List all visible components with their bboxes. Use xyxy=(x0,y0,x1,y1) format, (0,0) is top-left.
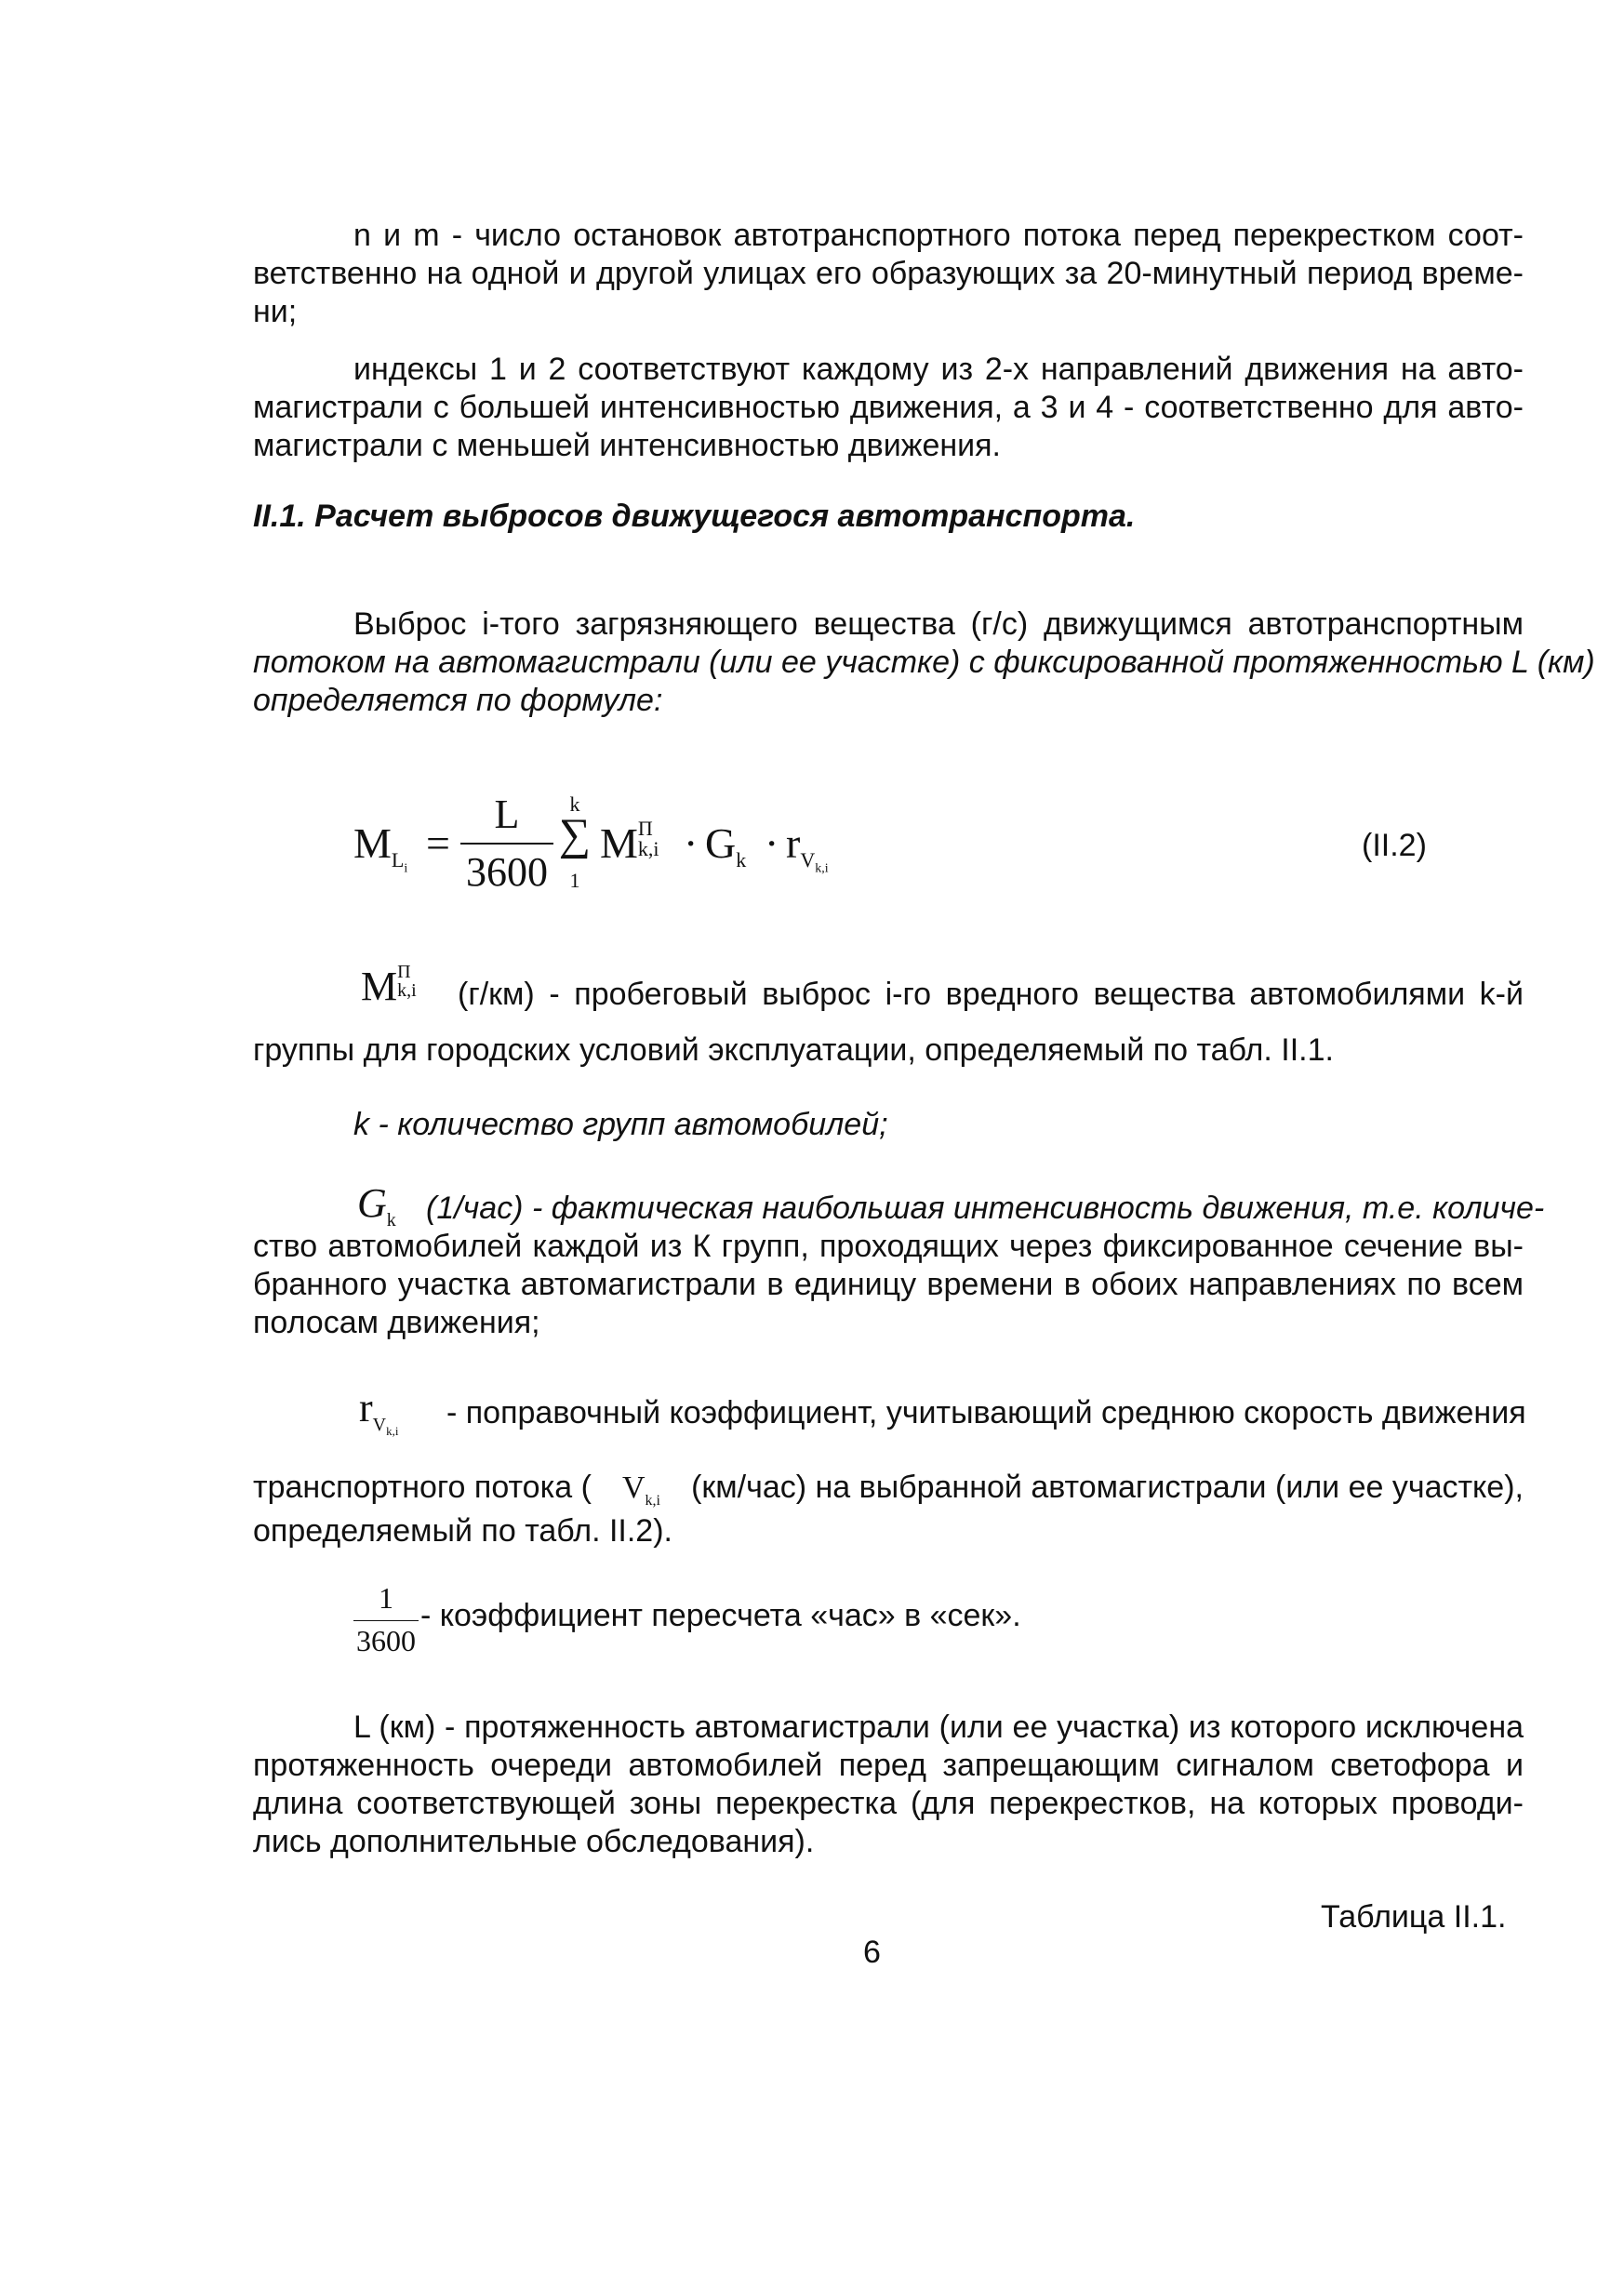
definition-m-line-1: (г/км) - пробеговый выброс i-го вредного вещества автомобилями k-й xyxy=(458,977,1524,1012)
definition-r-line-3: определяемый по табл. II.2). xyxy=(253,1513,672,1549)
formula-r-term: $r_{V_{k,i}}$ xyxy=(786,819,829,876)
definition-r-symbol: $r_{V_{k,i}}$ xyxy=(359,1385,399,1438)
definition-l-line-4: лись дополнительные обследования). xyxy=(253,1824,815,1859)
formula-sum-lower-limit: 1 xyxy=(569,869,580,892)
definition-g-line-2: ство автомобилей каждой из К групп, проходящих через фиксированное сечение вы- xyxy=(253,1229,1524,1264)
definition-m-symbol: M П k,i xyxy=(361,962,417,1009)
formula-sigma: ∑ xyxy=(558,810,592,859)
formula-fraction-denominator: 3600 xyxy=(466,849,548,895)
paragraph-3-line-1: Выброс i-того загрязняющего вещества (г/с) движущимся автотранспортным xyxy=(353,606,1524,642)
definition-g-line-1: (1/час) - фактическая наибольшая интенсивность движения, т.е. количе- xyxy=(426,1191,1545,1226)
definition-fraction-text: - коэффициент пересчета «час» в «сек». xyxy=(420,1598,1021,1633)
definition-fraction-bar xyxy=(353,1620,419,1621)
definition-r-line-2-start: транспортного потока ( xyxy=(253,1470,592,1505)
page-number: 6 xyxy=(863,1935,881,1970)
paragraph-1-line-2: ветственно на одной и другой улицах его образующих за 20-минутный период време- xyxy=(253,256,1524,291)
formula-number: (II.2) xyxy=(1362,828,1427,863)
formula-equals: = xyxy=(426,819,450,867)
paragraph-3-line-3: определяется по формуле: xyxy=(253,683,663,718)
paragraph-2-line-3: магистрали с меньшей интенсивностью движения. xyxy=(253,428,1001,463)
paragraph-1-line-1: n и m - число остановок автотранспортного потока перед перекрестком соот- xyxy=(353,218,1524,253)
definition-k: k - количество групп автомобилей; xyxy=(353,1107,888,1142)
definition-g-line-4: полосам движения; xyxy=(253,1305,540,1340)
paragraph-3-line-2: потоком на автомагистрали (или ее участке) с фиксированной протяженностью L (км) xyxy=(253,645,1595,680)
definition-r-speed-symbol: $V_{k,i}$ xyxy=(621,1470,660,1509)
table-caption: Таблица II.1. xyxy=(1321,1899,1507,1935)
formula-lhs: $M_{L_i}$ xyxy=(353,819,408,876)
formula-fraction-numerator: L xyxy=(494,792,520,837)
paragraph-2-line-2: магистрали с большей интенсивностью движения, а 3 и 4 - соответственно для авто- xyxy=(253,390,1524,425)
formula-dot-1: · xyxy=(684,819,699,867)
definition-l-line-3: длина соответствующей зоны перекрестка (для перекрестков, на которых проводи- xyxy=(253,1786,1524,1821)
definition-fraction-numerator: 1 xyxy=(379,1581,393,1615)
formula-g-term: $G_k$ xyxy=(705,819,747,872)
section-heading: II.1. Расчет выбросов движущегося автотранспорта. xyxy=(253,499,1136,534)
paragraph-2-line-1: индексы 1 и 2 соответствуют каждому из 2-х направлений движения на авто- xyxy=(353,352,1524,387)
formula-fraction-bar xyxy=(460,843,553,845)
definition-g-line-3: бранного участка автомагистрали в единицу времени в обоих направлениях по всем xyxy=(253,1267,1524,1302)
definition-l-line-1: L (км) - протяженность автомагистрали (или ее участка) из которого исключена xyxy=(353,1710,1524,1745)
definition-m-line-2: группы для городских условий эксплуатации, определяемый по табл. II.1. xyxy=(253,1032,1334,1068)
formula-sum-upper-limit: k xyxy=(569,792,580,816)
definition-r-line-2-end: (км/час) на выбранной автомагистрали (или ее участке), xyxy=(691,1470,1524,1505)
definition-r-line-2 xyxy=(253,1470,1524,1510)
formula-dot-2: · xyxy=(765,819,779,867)
definition-fraction-denominator: 3600 xyxy=(356,1624,416,1657)
formula-m-term: M П k,i xyxy=(600,817,659,867)
definition-g-symbol: $G_k$ xyxy=(357,1180,396,1231)
definition-l-line-2: протяженность очереди автомобилей перед запрещающим сигналом светофора и xyxy=(253,1748,1524,1783)
paragraph-1-line-3: ни; xyxy=(253,294,298,329)
definition-r-line-1: - поправочный коэффициент, учитывающий среднюю скорость движения xyxy=(446,1395,1526,1430)
